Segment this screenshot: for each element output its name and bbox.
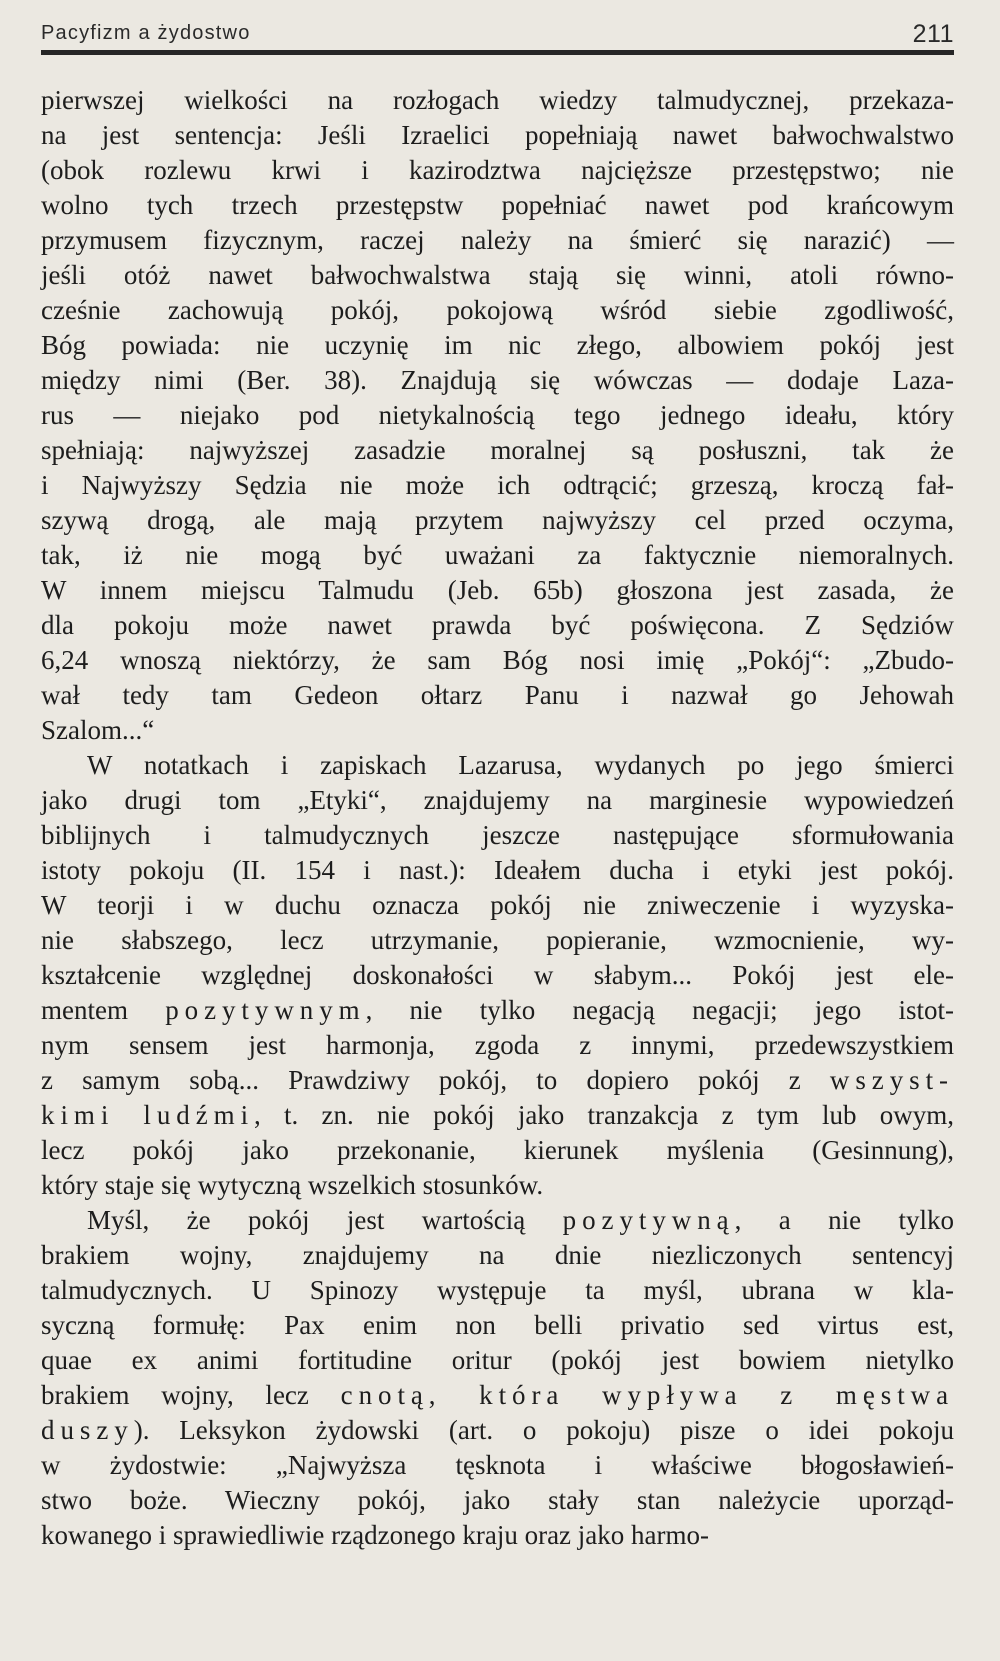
text-line: istoty pokoju (II. 154 i nast.): Ideałem ducha i etyki jest pokój. [41, 855, 954, 885]
text-line: spełniają: najwyższej zasadzie moralnej są posłuszni, tak że [41, 435, 954, 465]
text-line: przymusem fizycznym, raczej należy na śmierć się narazić) — [41, 225, 954, 255]
text-line: jeśli otóż nawet bałwochwalstwa stają się winni, atoli równo- [41, 260, 954, 290]
text-line: syczną formułę: Pax enim non belli privatio sed virtus est, [41, 1310, 954, 1340]
paragraph [41, 748, 954, 1203]
emphasized-text: pozytywnym [165, 995, 366, 1025]
text-line: pierwszej wielkości na rozłogach wiedzy talmudycznej, przekaza- [41, 85, 954, 115]
emphasized-text: duszy [41, 1415, 134, 1445]
text-line: wał tedy tam Gedeon ołtarz Panu i nazwał go Jehowah [41, 680, 954, 710]
text-line: W innem miejscu Talmudu (Jeb. 65b) głoszona jest zasada, że [41, 575, 954, 605]
text-line: wolno tych trzech przestępstw popełniać nawet pod krańcowym [41, 190, 954, 220]
text-line: rus — niejako pod nietykalnością tego jednego ideału, który [41, 400, 954, 430]
text-line: talmudycznych. U Spinozy występuje ta myśl, ubrana w kla- [41, 1275, 954, 1305]
text-line: nym sensem jest harmonja, zgoda z innymi, przedewszystkiem [41, 1030, 954, 1060]
text-line: mentem pozytywnym, nie tylko negacją negacji; jego istot- [41, 995, 954, 1025]
text-line: z samym sobą... Prawdziwy pokój, to dopiero pokój z wszyst- [41, 1065, 954, 1095]
text-line: Szalom...“ [41, 715, 155, 745]
text-line: który staje się wytyczną wszelkich stosunków. [41, 1170, 544, 1200]
text-line: kształcenie względnej doskonałości w słabym... Pokój jest ele- [41, 960, 954, 990]
page-number: 211 [912, 20, 954, 48]
text-line: W notatkach i zapiskach Lazarusa, wydanych po jego śmierci [87, 750, 954, 780]
text-line: szywą drogą, ale mają przytem najwyższy cel przed oczyma, [41, 505, 954, 535]
text-line: kowanego i sprawiedliwie rządzonego kraju oraz jako harmo- [41, 1520, 709, 1550]
paragraph [41, 1203, 954, 1553]
text-line: brakiem wojny, lecz cnotą, która wypływa z męstwa [41, 1380, 954, 1410]
text-line: brakiem wojny, znajdujemy na dnie niezliczonych sentencyj [41, 1240, 954, 1270]
text-line: między nimi (Ber. 38). Znajdują się wówczas — dodaje Laza- [41, 365, 954, 395]
text-line: nie słabszego, lecz utrzymanie, popieranie, wzmocnienie, wy- [41, 925, 954, 955]
page-header [41, 18, 954, 54]
text-line: Bóg powiada: nie uczynię im nic złego, albowiem pokój jest [41, 330, 954, 360]
header-rule [41, 50, 954, 55]
emphasized-text: cnotą, która wypływa z męstwa [340, 1380, 954, 1410]
emphasized-text: wszyst- [829, 1065, 954, 1095]
text-line: duszy). Leksykon żydowski (art. o pokoju) pisze o idei pokoju [41, 1415, 954, 1445]
text-line: dla pokoju może nawet prawda być poświęcona. Z Sędziów [41, 610, 954, 640]
running-head: Pacyfizm a żydostwo [41, 22, 251, 44]
text-line: na jest sentencja: Jeśli Izraelici popełniają nawet bałwochwalstwo [41, 120, 954, 150]
text-line: (obok rozlewu krwi i kazirodztwa najcięższe przestępstwo; nie [41, 155, 954, 185]
body-text [41, 83, 954, 1553]
text-line: 6,24 wnoszą niektórzy, że sam Bóg nosi imię „Pokój“: „Zbudo- [41, 645, 954, 675]
paragraph [41, 83, 954, 748]
text-line: w żydostwie: „Najwyższa tęsknota i właściwe błogosławień- [41, 1450, 954, 1480]
text-line: lecz pokój jako przekonanie, kierunek myślenia (Gesinnung), [41, 1135, 954, 1165]
text-line: Myśl, że pokój jest wartością pozytywną, a nie tylko [87, 1205, 954, 1235]
emphasized-text: pozytywną [562, 1205, 735, 1235]
text-line: i Najwyższy Sędzia nie może ich odtrącić; grzeszą, kroczą fał- [41, 470, 954, 500]
text-line: stwo boże. Wieczny pokój, jako stały stan należycie uporząd- [41, 1485, 954, 1515]
text-line: cześnie zachowują pokój, pokojową wśród siebie zgodliwość, [41, 295, 954, 325]
text-line: jako drugi tom „Etyki“, znajdujemy na marginesie wypowiedzeń [41, 785, 954, 815]
text-line: biblijnych i talmudycznych jeszcze następujące sformułowania [41, 820, 954, 850]
text-line: kimi ludźmi, t. zn. nie pokój jako tranzakcja z tym lub owym, [41, 1100, 954, 1130]
text-line: tak, iż nie mogą być uważani za faktycznie niemoralnych. [41, 540, 954, 570]
emphasized-text: kimi ludźmi [41, 1100, 255, 1130]
text-line: W teorji i w duchu oznacza pokój nie zniweczenie i wyzyska- [41, 890, 954, 920]
text-line: quae ex animi fortitudine oritur (pokój jest bowiem nietylko [41, 1345, 954, 1375]
